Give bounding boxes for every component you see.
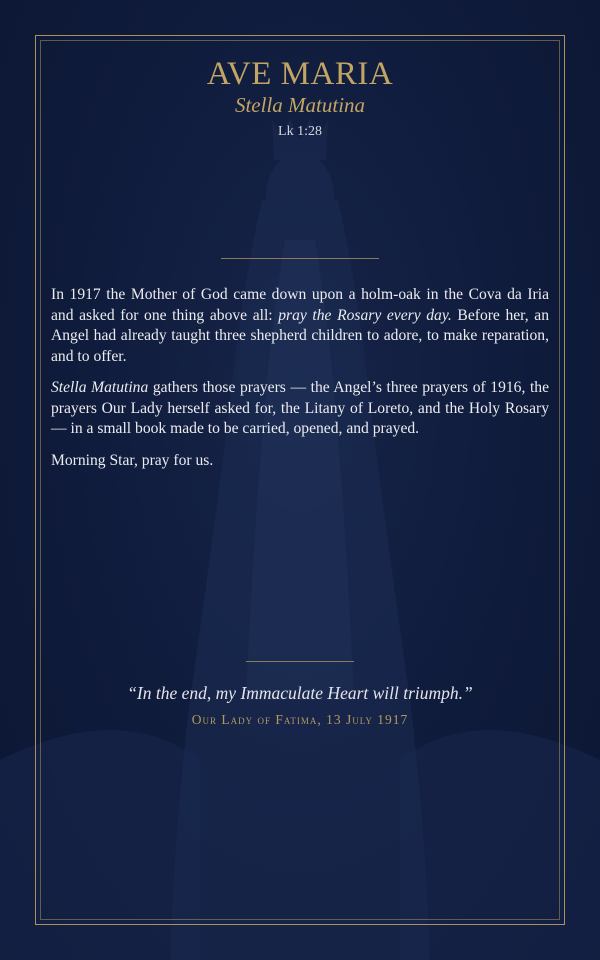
paragraph-1-text-b: Before her, an Angel had already taught three shepherd children to adore, to make reparation, and to offer. [51, 306, 549, 365]
paragraph-3: Morning Star, pray for us. [51, 451, 214, 469]
paragraph-1 [51, 285, 549, 367]
scripture-reference: Lk 1:28 [278, 124, 322, 139]
paragraph-2-emphasis: Stella Matutina [51, 379, 149, 396]
page-subtitle: Stella Matutina [234, 93, 366, 117]
divider-top [221, 258, 379, 259]
paragraph-2-text: gathers those prayers — the Angel’s three prayers of 1916, the prayers Our Lady herself asked for, the Litany of Loreto, and the Holy Rosary — in a small book made to be carried, opened, and prayed. [51, 379, 549, 437]
quote: “In the end, my Immaculate Heart will triumph.” [127, 683, 473, 703]
paragraph-1-text-a: In 1917 the Mother of God came down upon a holm-oak in the Cova da Iria and asked for one thing above all: [51, 286, 549, 324]
quote-attribution: Our Lady of Fatima, 13 July 1917 [191, 712, 409, 727]
paragraph-1-emphasis: pray the Rosary every day. [278, 306, 452, 324]
intro-text [51, 285, 549, 482]
divider-bottom [246, 661, 354, 662]
paragraph-2 [51, 378, 549, 440]
page-title: AVE MARIA [206, 56, 394, 92]
